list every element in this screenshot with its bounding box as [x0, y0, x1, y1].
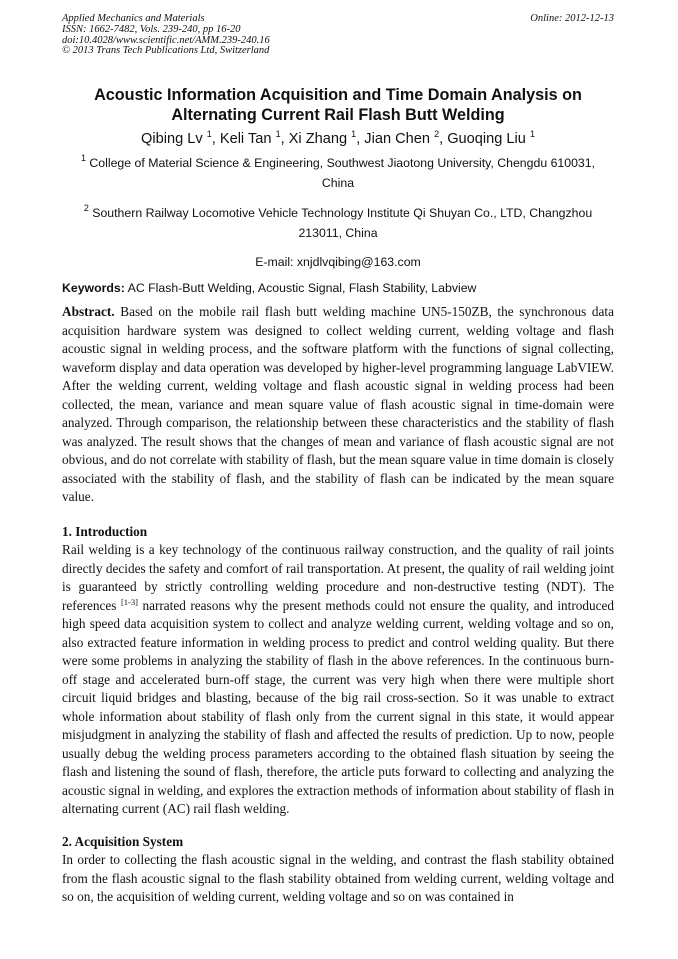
paper-title: Acoustic Information Acquisition and Time Domain Analysis on Alternating Current Rail Flash Butt Welding	[94, 86, 582, 125]
author-affiliation-mark: 1	[206, 129, 212, 140]
issn-line: ISSN: 1662-7482, Vols. 239-240, pp 16-20	[62, 23, 241, 35]
journal-name: Applied Mechanics and Materials	[62, 13, 205, 24]
citation-reference[interactable]: [1-3]	[120, 596, 138, 607]
abstract-label: Abstract.	[62, 304, 115, 320]
abstract	[62, 303, 614, 507]
author-name: Guoqing Liu	[447, 131, 526, 148]
author-affiliation-mark: 1	[351, 129, 357, 140]
acquisition-paragraph: In order to collecting the flash acoustic signal in the welding, and contrast the flash stability obtained from the flash acoustic signal to the flash stability obtained from welding current, welding voltage and so on, the acquisition of welding current, welding voltage and so on was contained in	[62, 852, 614, 905]
keywords-text: AC Flash-Butt Welding, Acoustic Signal, Flash Stability, Labview	[127, 281, 477, 296]
section-heading-introduction: 1. Introduction	[62, 523, 148, 539]
introduction-paragraph	[62, 541, 614, 819]
author-name: Keli Tan	[219, 131, 272, 148]
affiliation-1	[62, 153, 614, 193]
paper-page	[62, 14, 614, 907]
affiliation-number: 2	[83, 203, 89, 214]
affiliation-text: College of Material Science & Engineering, Southwest Jiaotong University, Chengdu 610031, China	[89, 156, 596, 191]
journal-header	[62, 14, 614, 57]
contact-email: E-mail: xnjdlvqibing@163.com	[255, 255, 421, 270]
author-affiliation-mark: 1	[275, 129, 281, 140]
introduction-text-part2: narrated reasons why the present methods could not ensure the quality, and introduced high speed data acquisition system to collect and analyze welding current, welding voltage and so on, also extracted feature information in welding process to predict and control welding quality. But there were some problems in analyzing the stability of flash in the above references. In the continuous burn-off stage and accelerated burn-off stage, the current was very high when there were multiple short circuit liquid bridges and blasting, because of the big rail cross-section. So it was unable to extract whole information about stability of flash only from the current signal in this state, it would appear misjudgment in analyzing the stability of flash and affected the results of prediction. Up to now, people usually debug the welding process parameters according to the obtained flash situation by seeing the flash and listening the sound of flash, therefore, the article puts forward to collecting and analyzing the acoustic signal in welding, and explores the extraction methods of information about stability of flash in alternating current (AC) rail flash welding.	[62, 597, 615, 817]
doi-line: doi:10.4028/www.scientific.net/AMM.239-240.16	[62, 34, 270, 46]
copyright-line: © 2013 Trans Tech Publications Ltd, Switzerland	[62, 45, 270, 57]
journal-info	[62, 14, 270, 57]
affiliation-text: Southern Railway Locomotive Vehicle Technology Institute Qi Shuyan Co., LTD, Changzhou 213011, China	[92, 206, 593, 241]
author-affiliation-mark: 2	[434, 129, 440, 140]
author-name: Jian Chen	[364, 131, 431, 148]
keywords	[62, 279, 614, 297]
affiliation-number: 1	[80, 153, 86, 164]
introduction-text-part1: Rail welding is a key technology of the continuous railway construction, and the quality of rail joints directly decides the safety and comfort of rail transportation. At present, the quality of rail welding joint is guaranteed by strictly controlling welding procedure and non-destructive testing (NDT). The references	[62, 542, 614, 613]
author-affiliation-mark: 1	[529, 129, 535, 140]
author-list: Qibing Lv $^1$, Keli Tan $^1$, Xi Zhang $^1$, Jian Chen $^2$, Guoqing Liu $^1$	[141, 129, 535, 148]
online-date: Online: 2012-12-13	[530, 13, 614, 24]
author-name: Qibing Lv	[141, 131, 203, 148]
affiliation-2	[62, 203, 614, 243]
section-heading-acquisition: 2. Acquisition System	[62, 833, 184, 849]
abstract-text: Based on the mobile rail flash butt welding machine UN5-150ZB, the synchronous data acquisition hardware system was designed to collect welding current, welding voltage and flash acoustic signal in welding process, and the software platform with the functions of signal collecting, waveform display and data operation was developed by higher-level programming language LabVIEW. After the welding current, welding voltage and flash acoustic signal in welding process had been collected, the mean, variance and mean square value of flash acoustic signal in time-domain were analyzed. Through comparison, the relationship between these characteristics and the stability of flash was analyzed. The result shows that the changes of mean and variance of flash acoustic signal are not obvious, and do not correlate with stability of flash, but the mean square value in time domain is closely associated with the stability of flash, and the stability of flash can be indicated by the mean square value.	[62, 304, 614, 505]
author-name: Xi Zhang	[288, 131, 348, 148]
keywords-label: Keywords:	[62, 281, 125, 296]
